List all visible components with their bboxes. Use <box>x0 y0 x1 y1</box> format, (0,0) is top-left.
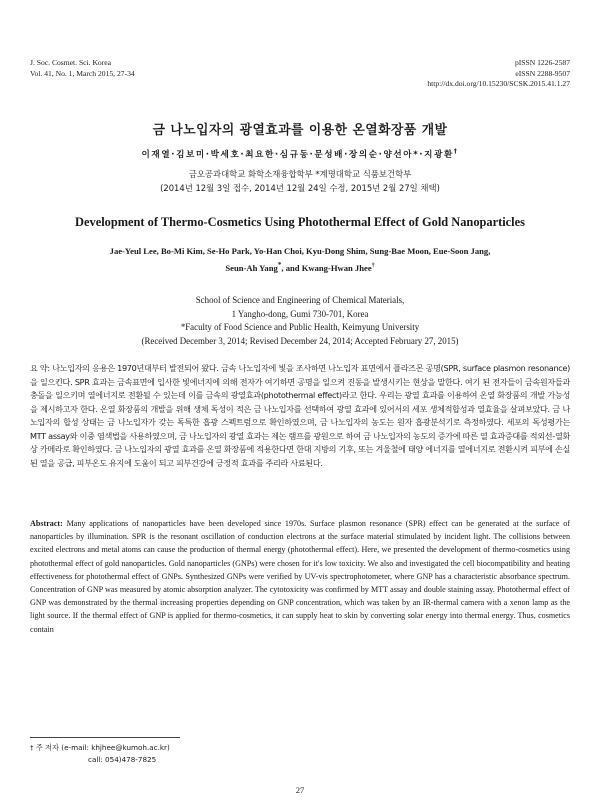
footnote <box>30 742 170 765</box>
korean-authors <box>40 148 560 160</box>
english-abstract-label: Abstract: <box>30 519 63 528</box>
english-authors-line2 <box>70 259 530 275</box>
corresponding-mark-en: † <box>371 262 375 269</box>
author-star: * <box>277 260 282 269</box>
korean-dates: (2014년 12월 3일 접수, 2014년 12월 24일 수정, 2015년 2월 27일 채택) <box>160 183 440 193</box>
doi-link[interactable]: http://dx.doi.org/10.15230/SCSK.2015.41.1.27 <box>427 79 570 88</box>
english-title: Development of Thermo-Cosmetics Using Photothermal Effect of Gold Nanoparticles <box>75 215 525 229</box>
page-number: 27 <box>295 785 305 795</box>
english-affiliation <box>40 294 560 348</box>
korean-abstract <box>30 362 570 470</box>
journal-name: J. Soc. Cosmet. Sci. Korea <box>30 58 111 67</box>
journal-header-left <box>30 58 135 79</box>
aff-line1: School of Science and Engineering of Chemical Materials, <box>195 295 405 305</box>
english-authors-line1: Jae-Yeul Lee, Bo-Mi Kim, Se-Ho Park, Yo-Han Choi, Kyu-Dong Shim, Sung-Bae Moon, Eue-Soon Jang, <box>109 246 491 256</box>
journal-header-right <box>427 58 570 90</box>
footnote-phone: call: 054)478-7825 <box>88 754 157 764</box>
english-authors <box>70 245 530 275</box>
pissn: pISSN 1226-2587 <box>514 58 570 67</box>
author-yang: Seun-Ah Yang <box>225 262 278 273</box>
english-abstract <box>30 517 570 636</box>
journal-volume: Vol. 41, No. 1, March 2015, 27-34 <box>30 68 135 78</box>
eissn: eISSN 2288-9507 <box>515 68 570 78</box>
footnote-email: † 주 저자 (e-mail: khjhee@kumoh.ac.kr) <box>30 743 170 752</box>
footnote-divider <box>30 737 180 738</box>
english-abstract-text: Many applications of nanoparticles have been developed since 1970s. Surface plasmon resonance (SPR) effect can be generated at the surface of nanoparticles by illumination. SPR is the resonant oscillation of conduction electrons at the surface material stimulated by incident light. The collisions between excited electrons and metal atoms can cause the production of thermal energy (photothermal effect). Here, we presented the development of thermo-cosmetics using photothermal effect of gold nanoparticles. Gold nanoparticles (GNPs) were chosen for it's low toxicity. We also and investigated the cell biocompatibility and heating effectiveness for photothermal effect of GNPs. Synthesized GNPs were verified by UV-vis spectrophotometer, where GNP has a characteristic absorbance spectrum. Concentration of GNP was measured by atomic absorption analyzer. The cytotoxicity was confirmed by MTT assay and double staining assay. Photothermal effect of GNP was demonstrated by the thermal increasing properties depending on GNP concentration, which was taken by an IR-thermal camera with a xenon lamp as the light source. If the thermal effect of GNP is applied for thermo-cosmetics, it can supply heat to skin by converting solar energy into thermal energy. Thus, cosmetics contain <box>30 519 570 634</box>
corresponding-mark: † <box>453 148 459 156</box>
korean-title: 금 나노입자의 광열효과를 이용한 온열화장품 개발 <box>152 123 448 138</box>
korean-abstract-text: 나노입자의 응용은 1970년대부터 발전되어 왔다. 금속 나노입자에 빛을 조사하면 나노입자 표면에서 플라즈몬 공명(SPR, surface plasmon resonance)을 일으킨다. SPR 효과는 금속표면에 입사한 빛에너지에 의해 전자가 여기하면 공명을 일으켜 진동을 발생시키는 현상을 말한다. 여기 된 전자들이 금속원자들과 충돌을 일으키며 열에너지로 전환될 수 있는데 이를 금속의 광열효과(photothermal effect)라고 한다. 우리는 광열 효과를 이용하여 온열 화장품의 개발 가능성을 제시하고자 한다. 온열 화장품의 개발을 위해 생체 독성이 적은 금 나노입자를 선택하여 광열 효과에 있어서의 세포 생체적합성과 열효율을 살펴보았다. 금 나노입자의 합성 상태는 금 나노입자가 갖는 독특한 흡광 스펙트럼으로 확인하였으며, 금 나노입자의 농도는 원자 흡광분석기로 측정하였다. 세포의 독성평가는 MTT assay와 이중 염색법을 사용하였으며, 금 나노입자의 광열 효과는 제논 램프를 광원으로 하여 금 나노입자의 농도의 증가에 따른 열 효과증대를 적외선-열화상 카메라로 확인하였다. 금 나노입자의 광열 효과를 온열 화장품에 적용한다면 한대 지방의 기후, 또는 겨울철에 태양 에너지를 열에너지로 전환시켜 피부에 손실된 열을 공급, 피부온도 유지에 도움이 되고 피부건강에 긍정적 효과를 주리라 사료된다. <box>30 363 570 468</box>
korean-author-list: 이재열·김보미·박세호·최요한·심규동·문성배·장의순·양선아*·지광환 <box>141 150 454 160</box>
aff-line3: *Faculty of Food Science and Public Health, Keimyung University <box>180 322 420 332</box>
korean-affiliation: 금오공과대학교 화학소재융합학부 *계명대학교 식품보건학부 <box>188 169 412 179</box>
author-jhee: , and Kwang-Hwan Jhee <box>281 262 372 273</box>
aff-line2: 1 Yangho-dong, Gumi 730-701, Korea <box>231 308 369 319</box>
received-dates: (Received December 3, 2014; Revised December 24, 2014; Accepted February 27, 2015) <box>141 335 459 346</box>
korean-abstract-label: 요 약: <box>30 363 50 373</box>
